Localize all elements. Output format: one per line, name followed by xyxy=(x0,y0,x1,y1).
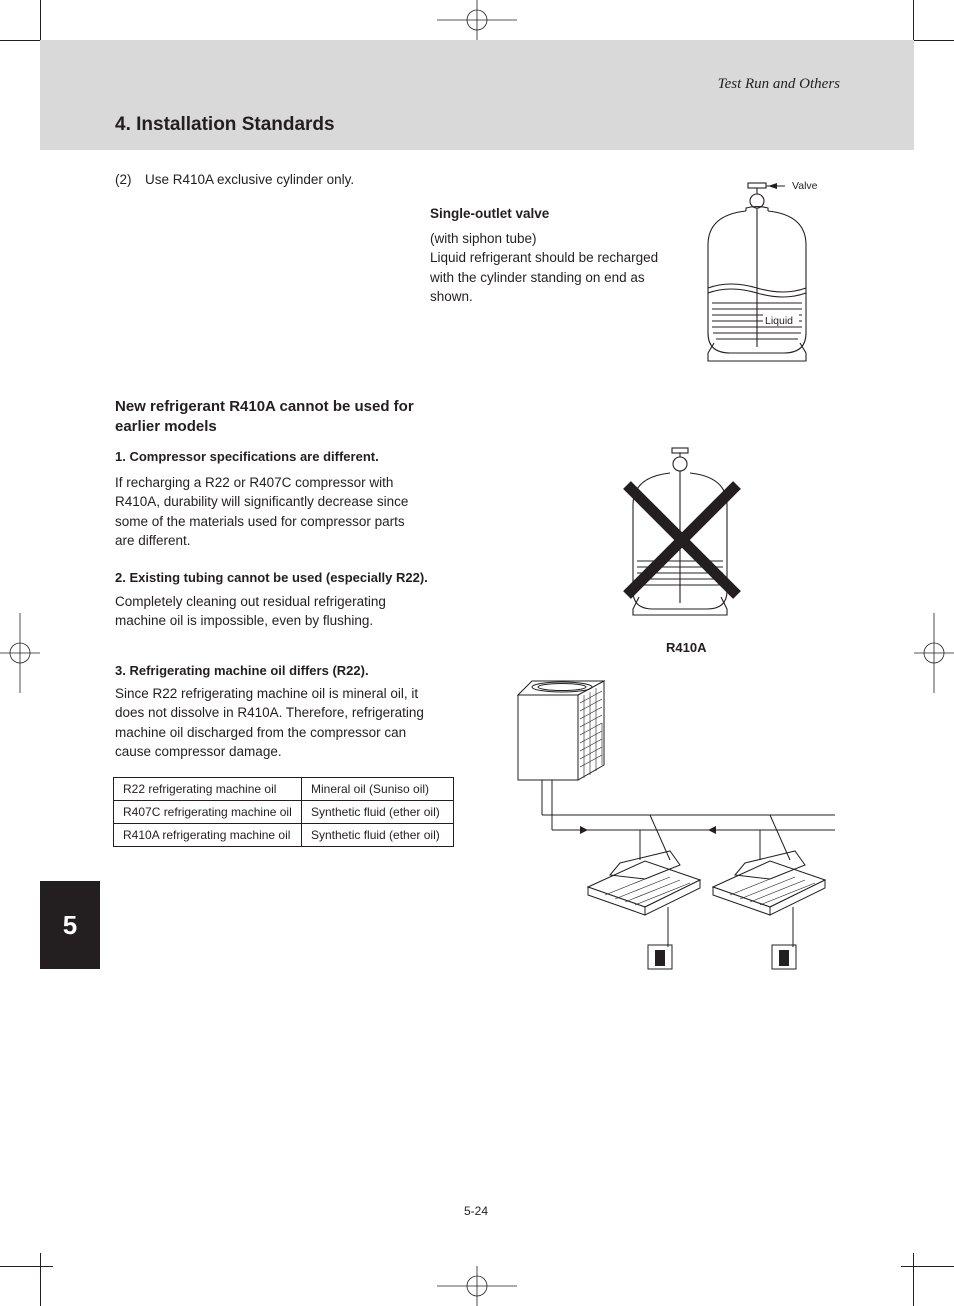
item-line: machine oil discharged from the compressor can xyxy=(115,724,407,740)
item-line: R410A, durability will significantly decrease since xyxy=(115,494,409,509)
item-line: are different. xyxy=(115,533,191,548)
item-line: Since R22 refrigerating machine oil is mineral oil, it xyxy=(115,685,419,701)
warning-item-2 xyxy=(115,568,428,631)
cylinder-upright-illustration xyxy=(700,175,830,367)
warning-item-3 xyxy=(115,661,424,762)
table-row xyxy=(114,824,454,847)
valve-desc-line: Liquid refrigerant should be recharged xyxy=(430,250,659,265)
table-cell: Synthetic fluid (ether oil) xyxy=(302,801,454,824)
valve-description xyxy=(430,204,690,307)
valve-desc-line: shown. xyxy=(430,289,473,304)
figure-label: R410A xyxy=(666,640,707,655)
valve-heading: Single-outlet valve xyxy=(430,206,550,221)
table-cell: Mineral oil (Suniso oil) xyxy=(302,778,454,801)
valve-desc-line: with the cylinder standing on end as xyxy=(430,269,645,285)
item-line: some of the materials used for compressor parts xyxy=(115,513,405,529)
warning-heading-line: earlier models xyxy=(115,418,217,435)
item-line: machine oil is impossible, even by flushing. xyxy=(115,613,374,628)
table-cell: R410A refrigerating machine oil xyxy=(114,824,302,847)
item-line: cause compressor damage. xyxy=(115,744,282,759)
table-row xyxy=(114,801,454,824)
table-row xyxy=(114,778,454,801)
liquid-label: Liquid xyxy=(765,315,794,327)
item-line: If recharging a R22 or R407C compressor with xyxy=(115,474,394,490)
item-title: 2. Existing tubing cannot be used (especially R22). xyxy=(115,570,428,585)
chapter-tab: 5 xyxy=(40,881,100,969)
oil-table xyxy=(113,777,454,847)
item-title: 1. Compressor specifications are different. xyxy=(115,449,379,464)
warning-heading xyxy=(115,397,414,437)
warning-heading-line: New refrigerant R410A cannot be used for xyxy=(115,398,414,415)
item-line: Completely cleaning out residual refrigerating xyxy=(115,593,386,609)
item-line: does not dissolve in R410A. Therefore, refrigerating xyxy=(115,705,424,720)
item-text: Use R410A exclusive cylinder only. xyxy=(145,172,355,187)
page-title: 4. Installation Standards xyxy=(115,114,335,135)
item-title: 3. Refrigerating machine oil differs (R22). xyxy=(115,663,369,678)
warning-item-1 xyxy=(115,447,408,551)
page-number: 5-24 xyxy=(464,1204,489,1218)
valve-sub: (with siphon tube) xyxy=(430,230,537,246)
table-cell: Synthetic fluid (ether oil) xyxy=(302,824,454,847)
crossed-cylinder-illustration xyxy=(615,443,745,618)
table-cell: R407C refrigerating machine oil xyxy=(114,801,302,824)
valve-label: Valve xyxy=(792,180,818,192)
table-cell: R22 refrigerating machine oil xyxy=(114,778,302,801)
item-number: (2) xyxy=(115,172,132,187)
system-layout-illustration xyxy=(510,675,840,975)
section-label: Test Run and Others xyxy=(717,76,840,92)
